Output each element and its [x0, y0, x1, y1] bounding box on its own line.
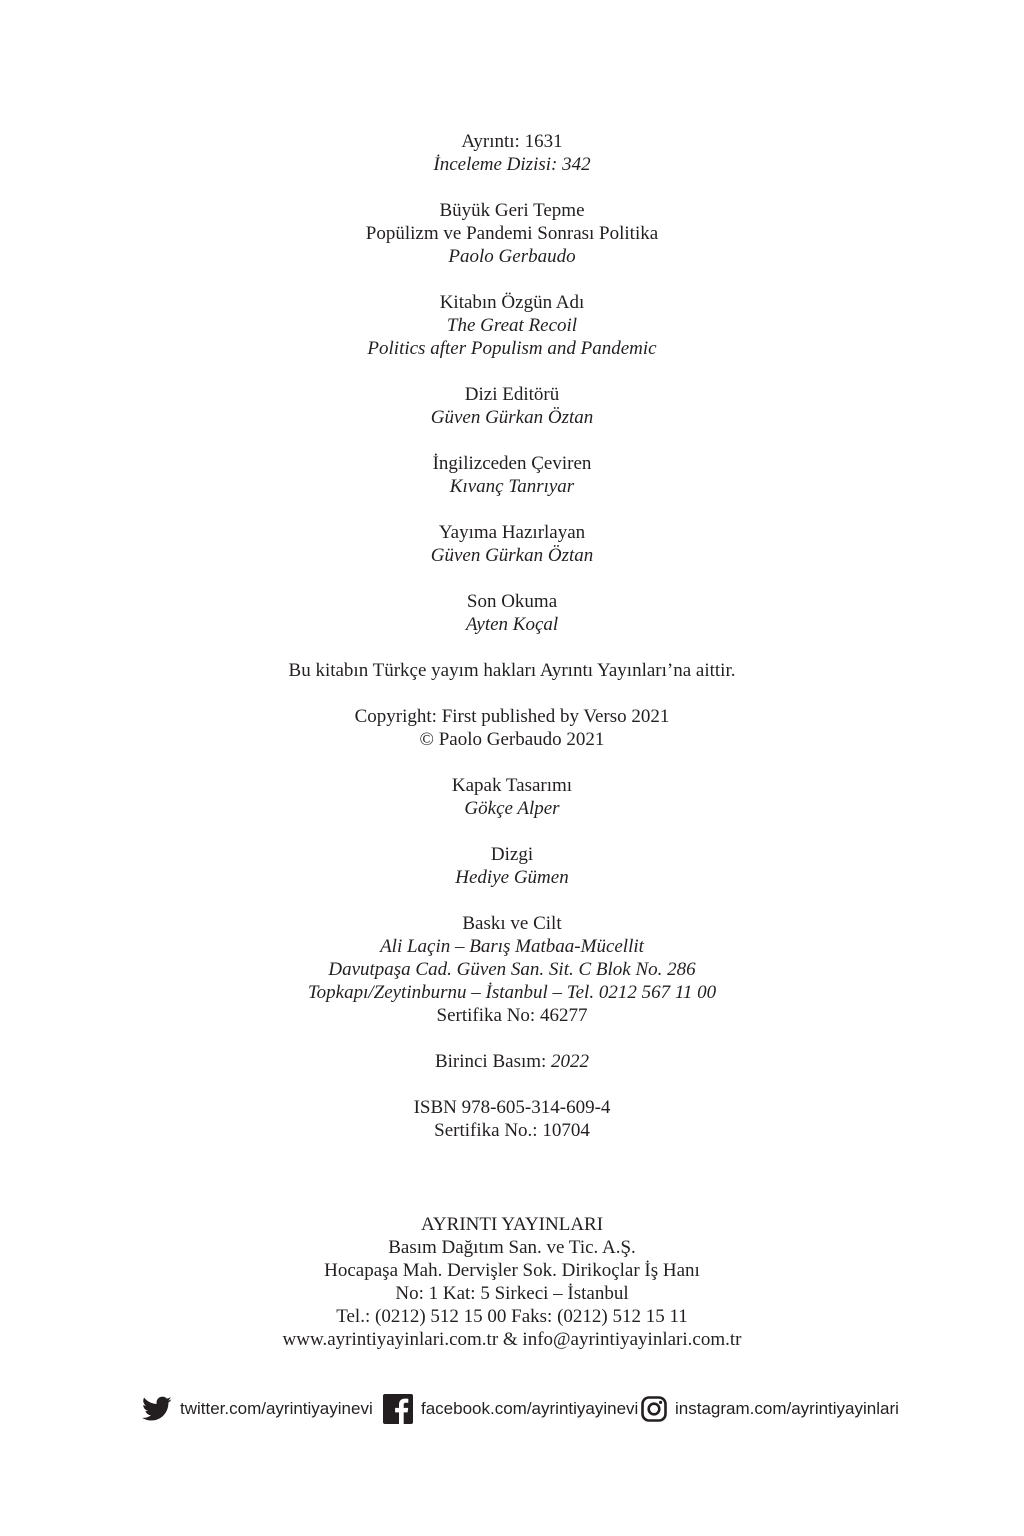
- translator-label: İngilizceden Çeviren: [432, 453, 592, 474]
- colophon: [0, 130, 1024, 1165]
- series-editor-label: Dizi Editörü: [464, 384, 560, 405]
- printer-address-1: Davutpaşa Cad. Güven San. Sit. C Blok No. 286: [328, 959, 696, 980]
- publisher-address-1: Hocapaşa Mah. Dervişler Sok. Dirikoçlar İş Hanı: [324, 1260, 700, 1281]
- series-info: [0, 130, 1024, 176]
- original-title-info: [0, 291, 1024, 360]
- typesetting-label: Dizgi: [490, 844, 534, 865]
- instagram-icon: [641, 1396, 667, 1422]
- social-links: [0, 1389, 1024, 1429]
- translator-name: Kıvanç Tanrıyar: [449, 476, 575, 497]
- publisher-phone: Tel.: (0212) 512 15 00 Faks: (0212) 512 15 11: [336, 1306, 688, 1327]
- copyright-holder: © Paolo Gerbaudo 2021: [419, 729, 605, 750]
- cover-design-info: [0, 774, 1024, 820]
- original-title: The Great Recoil: [446, 315, 578, 336]
- facebook-link[interactable]: [383, 1389, 638, 1429]
- typesetting-name: Hediye Gümen: [455, 867, 569, 888]
- twitter-link[interactable]: [142, 1389, 373, 1429]
- rights-info: [0, 659, 1024, 682]
- publisher-company: Basım Dağıtım San. ve Tic. A.Ş.: [388, 1237, 636, 1258]
- publisher-info: [0, 1213, 1024, 1351]
- publisher-certificate: Sertifika No.: 10704: [434, 1120, 590, 1141]
- isbn: ISBN 978-605-314-609-4: [413, 1097, 611, 1118]
- series-number: İnceleme Dizisi: 342: [433, 154, 591, 175]
- facebook-handle: facebook.com/ayrintiyayinevi: [421, 1399, 639, 1418]
- printer-address-2: Topkapı/Zeytinburnu – İstanbul – Tel. 0212 567 11 00: [307, 982, 717, 1003]
- copyright-line: Copyright: First published by Verso 2021: [354, 706, 670, 727]
- book-author: Paolo Gerbaudo: [448, 246, 576, 267]
- isbn-info: [0, 1096, 1024, 1142]
- book-info: [0, 199, 1024, 268]
- twitter-handle: twitter.com/ayrintiyayinevi: [180, 1399, 373, 1418]
- prepared-by-info: [0, 521, 1024, 567]
- typesetting-info: [0, 843, 1024, 889]
- facebook-icon: [383, 1394, 413, 1424]
- printer-name: Ali Laçin – Barış Matbaa-Mücellit: [380, 936, 644, 957]
- instagram-link[interactable]: [641, 1389, 899, 1429]
- publisher-name: AYRINTI YAYINLARI: [420, 1214, 604, 1235]
- copyright-info: [0, 705, 1024, 751]
- book-subtitle: Popülizm ve Pandemi Sonrası Politika: [365, 223, 659, 244]
- original-title-label: Kitabın Özgün Adı: [439, 292, 585, 313]
- series-editor-name: Güven Gürkan Öztan: [430, 407, 594, 428]
- proofreading-label: Son Okuma: [466, 591, 558, 612]
- first-edition-year: 2022: [551, 1051, 590, 1072]
- publisher-web: www.ayrintiyayinlari.com.tr & info@ayrintiyayinlari.com.tr: [282, 1329, 742, 1350]
- publisher-address-2: No: 1 Kat: 5 Sirkeci – İstanbul: [395, 1283, 629, 1304]
- prepared-by-label: Yayıma Hazırlayan: [438, 522, 586, 543]
- first-edition-line: [0, 1050, 1024, 1073]
- twitter-icon: [142, 1396, 172, 1422]
- series-editor-info: [0, 383, 1024, 429]
- book-title: Büyük Geri Tepme: [439, 200, 585, 221]
- cover-design-label: Kapak Tasarımı: [451, 775, 573, 796]
- prepared-by-name: Güven Gürkan Öztan: [430, 545, 594, 566]
- instagram-handle: instagram.com/ayrintiyayinlari: [675, 1399, 899, 1418]
- proofreading-name: Ayten Koçal: [465, 614, 559, 635]
- printing-label: Baskı ve Cilt: [462, 913, 562, 934]
- proofreading-info: [0, 590, 1024, 636]
- translator-info: [0, 452, 1024, 498]
- original-subtitle: Politics after Populism and Pandemic: [367, 338, 657, 359]
- printing-info: [0, 912, 1024, 1027]
- rights-statement: Bu kitabın Türkçe yayım hakları Ayrıntı Yayınları’na aittir.: [288, 660, 736, 681]
- first-edition-info: [0, 1050, 1024, 1073]
- first-edition-label: Birinci Basım:: [434, 1051, 547, 1072]
- publisher-number: Ayrıntı: 1631: [461, 131, 563, 152]
- cover-design-name: Gökçe Alper: [464, 798, 560, 819]
- printer-certificate: Sertifika No: 46277: [436, 1005, 588, 1026]
